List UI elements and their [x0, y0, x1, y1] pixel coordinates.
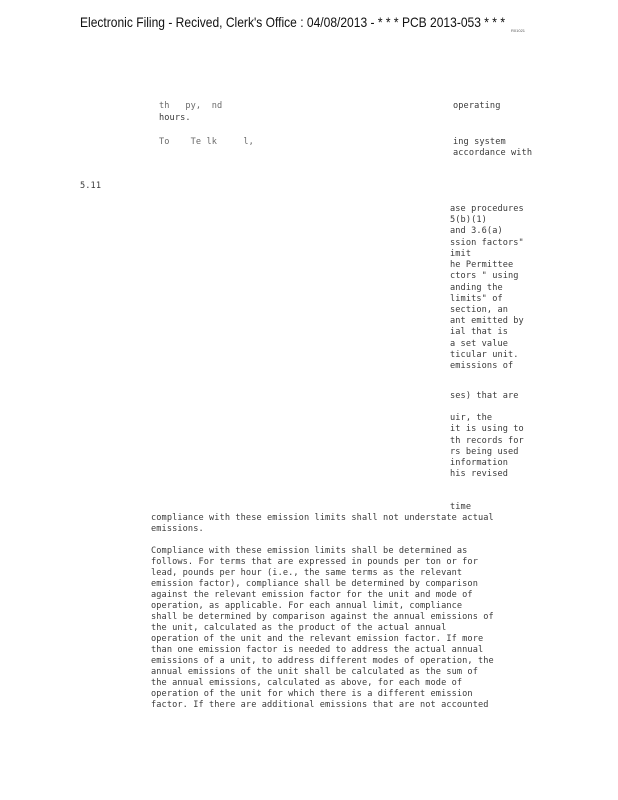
fragment-and: and 3.6(a) [450, 226, 503, 236]
fragment-particular-unit: ticular unit. [450, 350, 519, 360]
fragment-limit: imit [450, 249, 472, 259]
compliance-paragraph-line: Compliance with these emission limits shall be determined as [151, 546, 468, 556]
fragment-time: time [450, 502, 472, 512]
fragment-emissions-of: emissions of [450, 361, 514, 371]
fragment-that-is: ial that is [450, 327, 509, 337]
fragment-revised: his revised [450, 469, 509, 479]
fragment-emission-factors: ssion factors" [450, 238, 524, 248]
compliance-paragraph-line: factor. If there are additional emissions that are not accounted [151, 700, 489, 710]
fragment-operating: operating [453, 101, 501, 111]
fragment-procedures: ase procedures [450, 204, 524, 214]
compliance-paragraph-line: emissions of a unit, to address different modes of operation, the [151, 656, 494, 666]
compliance-paragraph-line: follows. For terms that are expressed in pounds per ton or for [151, 557, 478, 567]
fragment-line: To Te lk l, [159, 137, 254, 147]
fragment-is-using-to: it is using to [450, 424, 524, 434]
fragment-section-an: section, an [450, 305, 509, 315]
section-number: 5.11 [80, 181, 102, 191]
compliance-paragraph-line: emission factor), compliance shall be determined by comparison [151, 579, 478, 589]
fragment-a-set-value: a set value [450, 339, 509, 349]
compliance-paragraph-line: operation of the unit for which there is a different emission [151, 689, 473, 699]
compliance-paragraph-line: the unit, calculated as the product of the actual annual [151, 623, 447, 633]
compliance-paragraph-line: operation of the unit and the relevant emission factor. If more [151, 634, 484, 644]
fragment-ing-system: ing system [453, 137, 506, 147]
fragment-accordance-with: accordance with [453, 148, 533, 158]
fragment-records-for: th records for [450, 436, 524, 446]
fragment-start: th py, nd [159, 101, 223, 111]
compliance-paragraph-line: than one emission factor is needed to address the actual annual [151, 645, 484, 655]
fragment-that-are: ses) that are [450, 391, 519, 401]
compliance-paragraph-line: against the relevant emission factor for the unit and mode of [151, 590, 473, 600]
fragment-information: information [450, 458, 509, 468]
para-a-line-2: compliance with these emission limits shall not understate actual [151, 513, 494, 523]
fragment-limits-of: limits" of [450, 294, 503, 304]
fragment-standing-the: anding the [450, 283, 503, 293]
para-a-line-3: emissions. [151, 524, 204, 534]
compliance-paragraph-line: operation, as applicable. For each annual limit, compliance [151, 601, 463, 611]
filing-stamp-header: Electronic Filing - Recived, Clerk's Office : 04/08/2013 - * * * PCB 2013-053 * * * [80, 14, 506, 30]
fragment-sb: 5(b)(1) [450, 215, 487, 225]
page-code: R01021 [511, 28, 526, 33]
fragment-factors-using: ctors " using [450, 271, 519, 281]
compliance-paragraph-line: lead, pounds per hour (i.e., the same terms as the relevant [151, 568, 463, 578]
fragment-emitted-by: ant emitted by [450, 316, 524, 326]
fragment-being-used: rs being used [450, 447, 519, 457]
compliance-paragraph-line: shall be determined by comparison against the annual emissions of [151, 612, 494, 622]
fragment-hours: hours. [159, 113, 191, 123]
fragment-permittee: he Permittee [450, 260, 514, 270]
compliance-paragraph-line: annual emissions of the unit shall be calculated as the sum of [151, 667, 478, 677]
compliance-paragraph-line: the annual emissions, calculated as above, for each mode of [151, 678, 463, 688]
fragment-for-the: uir, the [450, 413, 493, 423]
